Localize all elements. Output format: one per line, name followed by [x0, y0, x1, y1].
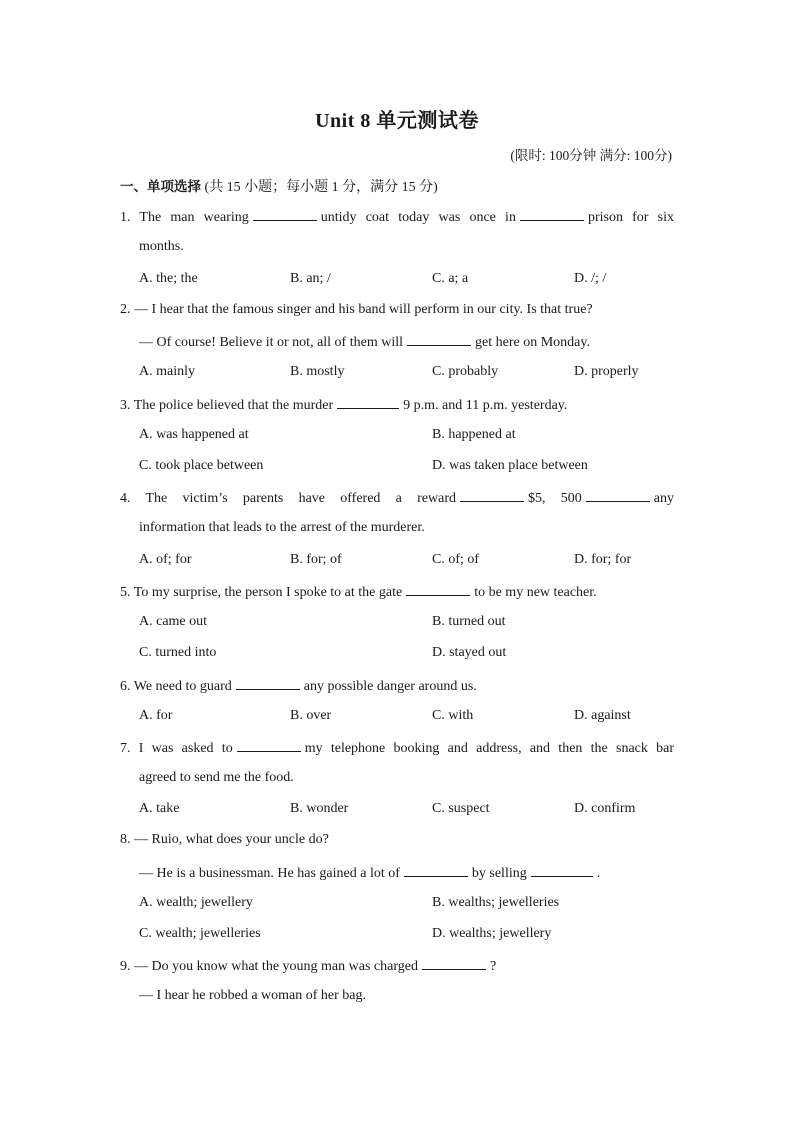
question-9-line-1: 9. — Do you know what the young man was charged ?	[120, 956, 674, 976]
option-c: C. took place between	[139, 458, 264, 473]
option-d: D. for; for	[574, 552, 632, 567]
answer-blank[interactable]	[237, 738, 301, 752]
option-a: A. was happened at	[139, 427, 249, 442]
option-b: B. for; of	[290, 552, 342, 567]
answer-blank[interactable]	[406, 582, 470, 596]
question-6-line-1: 6. We need to guard any possible danger around us.	[120, 676, 674, 696]
question-4-line-2: information that leads to the arrest of the murderer.	[139, 520, 425, 535]
option-b: B. an; /	[290, 271, 331, 286]
option-a: A. of; for	[139, 552, 192, 567]
option-b: B. turned out	[432, 614, 506, 629]
option-d: D. properly	[574, 364, 639, 379]
page-title: Unit 8 单元测试卷	[315, 110, 479, 132]
option-d: D. was taken place between	[432, 458, 588, 473]
option-d: D. /; /	[574, 271, 607, 286]
question-2-line-2: — Of course! Believe it or not, all of them will get here on Monday.	[139, 332, 674, 352]
option-b: B. happened at	[432, 427, 516, 442]
section-note: (共 15 小题；每小题 1 分，满分 15 分)	[204, 180, 438, 195]
option-a: A. wealth; jewellery	[139, 895, 253, 910]
question-2-line-1: 2. — I hear that the famous singer and his band will perform in our city. Is that true?	[120, 302, 593, 317]
option-c: C. with	[432, 708, 474, 723]
option-d: D. stayed out	[432, 645, 507, 660]
option-c: C. turned into	[139, 645, 217, 660]
answer-blank[interactable]	[407, 332, 471, 346]
answer-blank[interactable]	[460, 488, 524, 502]
answer-blank[interactable]	[520, 207, 584, 221]
option-c: C. a; a	[432, 271, 469, 286]
answer-blank[interactable]	[404, 863, 468, 877]
question-7-line-2: agreed to send me the food.	[139, 770, 294, 785]
option-a: A. take	[139, 801, 180, 816]
option-b: B. over	[290, 708, 332, 723]
answer-blank[interactable]	[531, 863, 593, 877]
option-a: A. the; the	[139, 271, 198, 286]
section-heading	[120, 175, 438, 196]
option-b: B. wonder	[290, 801, 349, 816]
answer-blank[interactable]	[337, 395, 399, 409]
question-8-line-1: 8. — Ruio, what does your uncle do?	[120, 832, 329, 847]
option-c: C. probably	[432, 364, 499, 379]
question-9-line-2: — I hear he robbed a woman of her bag.	[139, 988, 367, 1003]
option-b: B. wealths; jewelleries	[432, 895, 560, 910]
option-c: C. wealth; jewelleries	[139, 926, 261, 941]
question-4-line-1: 4. The victim’s parents have offered a reward $5, 500 any	[120, 488, 674, 508]
answer-blank[interactable]	[586, 488, 650, 502]
option-a: A. mainly	[139, 364, 195, 379]
question-8-line-2: — He is a businessman. He has gained a lot of by selling .	[139, 863, 674, 883]
question-1-line-1: 1. The man wearing untidy coat today was once in prison for six	[120, 207, 674, 227]
answer-blank[interactable]	[253, 207, 317, 221]
answer-blank[interactable]	[236, 676, 300, 690]
question-7-line-1: 7. I was asked to my telephone booking and address, and then the snack bar	[120, 738, 674, 758]
section-title: 一、单项选择	[120, 179, 201, 195]
option-d: D. wealths; jewellery	[432, 926, 552, 941]
option-a: A. for	[139, 708, 173, 723]
question-5-line-1: 5. To my surprise, the person I spoke to at the gate to be my new teacher.	[120, 582, 674, 602]
option-d: D. against	[574, 708, 631, 723]
option-a: A. came out	[139, 614, 208, 629]
option-d: D. confirm	[574, 801, 636, 816]
answer-blank[interactable]	[422, 956, 486, 970]
option-c: C. suspect	[432, 801, 490, 816]
option-c: C. of; of	[432, 552, 480, 567]
option-b: B. mostly	[290, 364, 345, 379]
question-1-line-2: months.	[139, 239, 184, 254]
time-limit: (限时: 100分钟 满分: 100分)	[510, 148, 672, 163]
question-3-line-1: 3. The police believed that the murder 9 p.m. and 11 p.m. yesterday.	[120, 395, 674, 415]
